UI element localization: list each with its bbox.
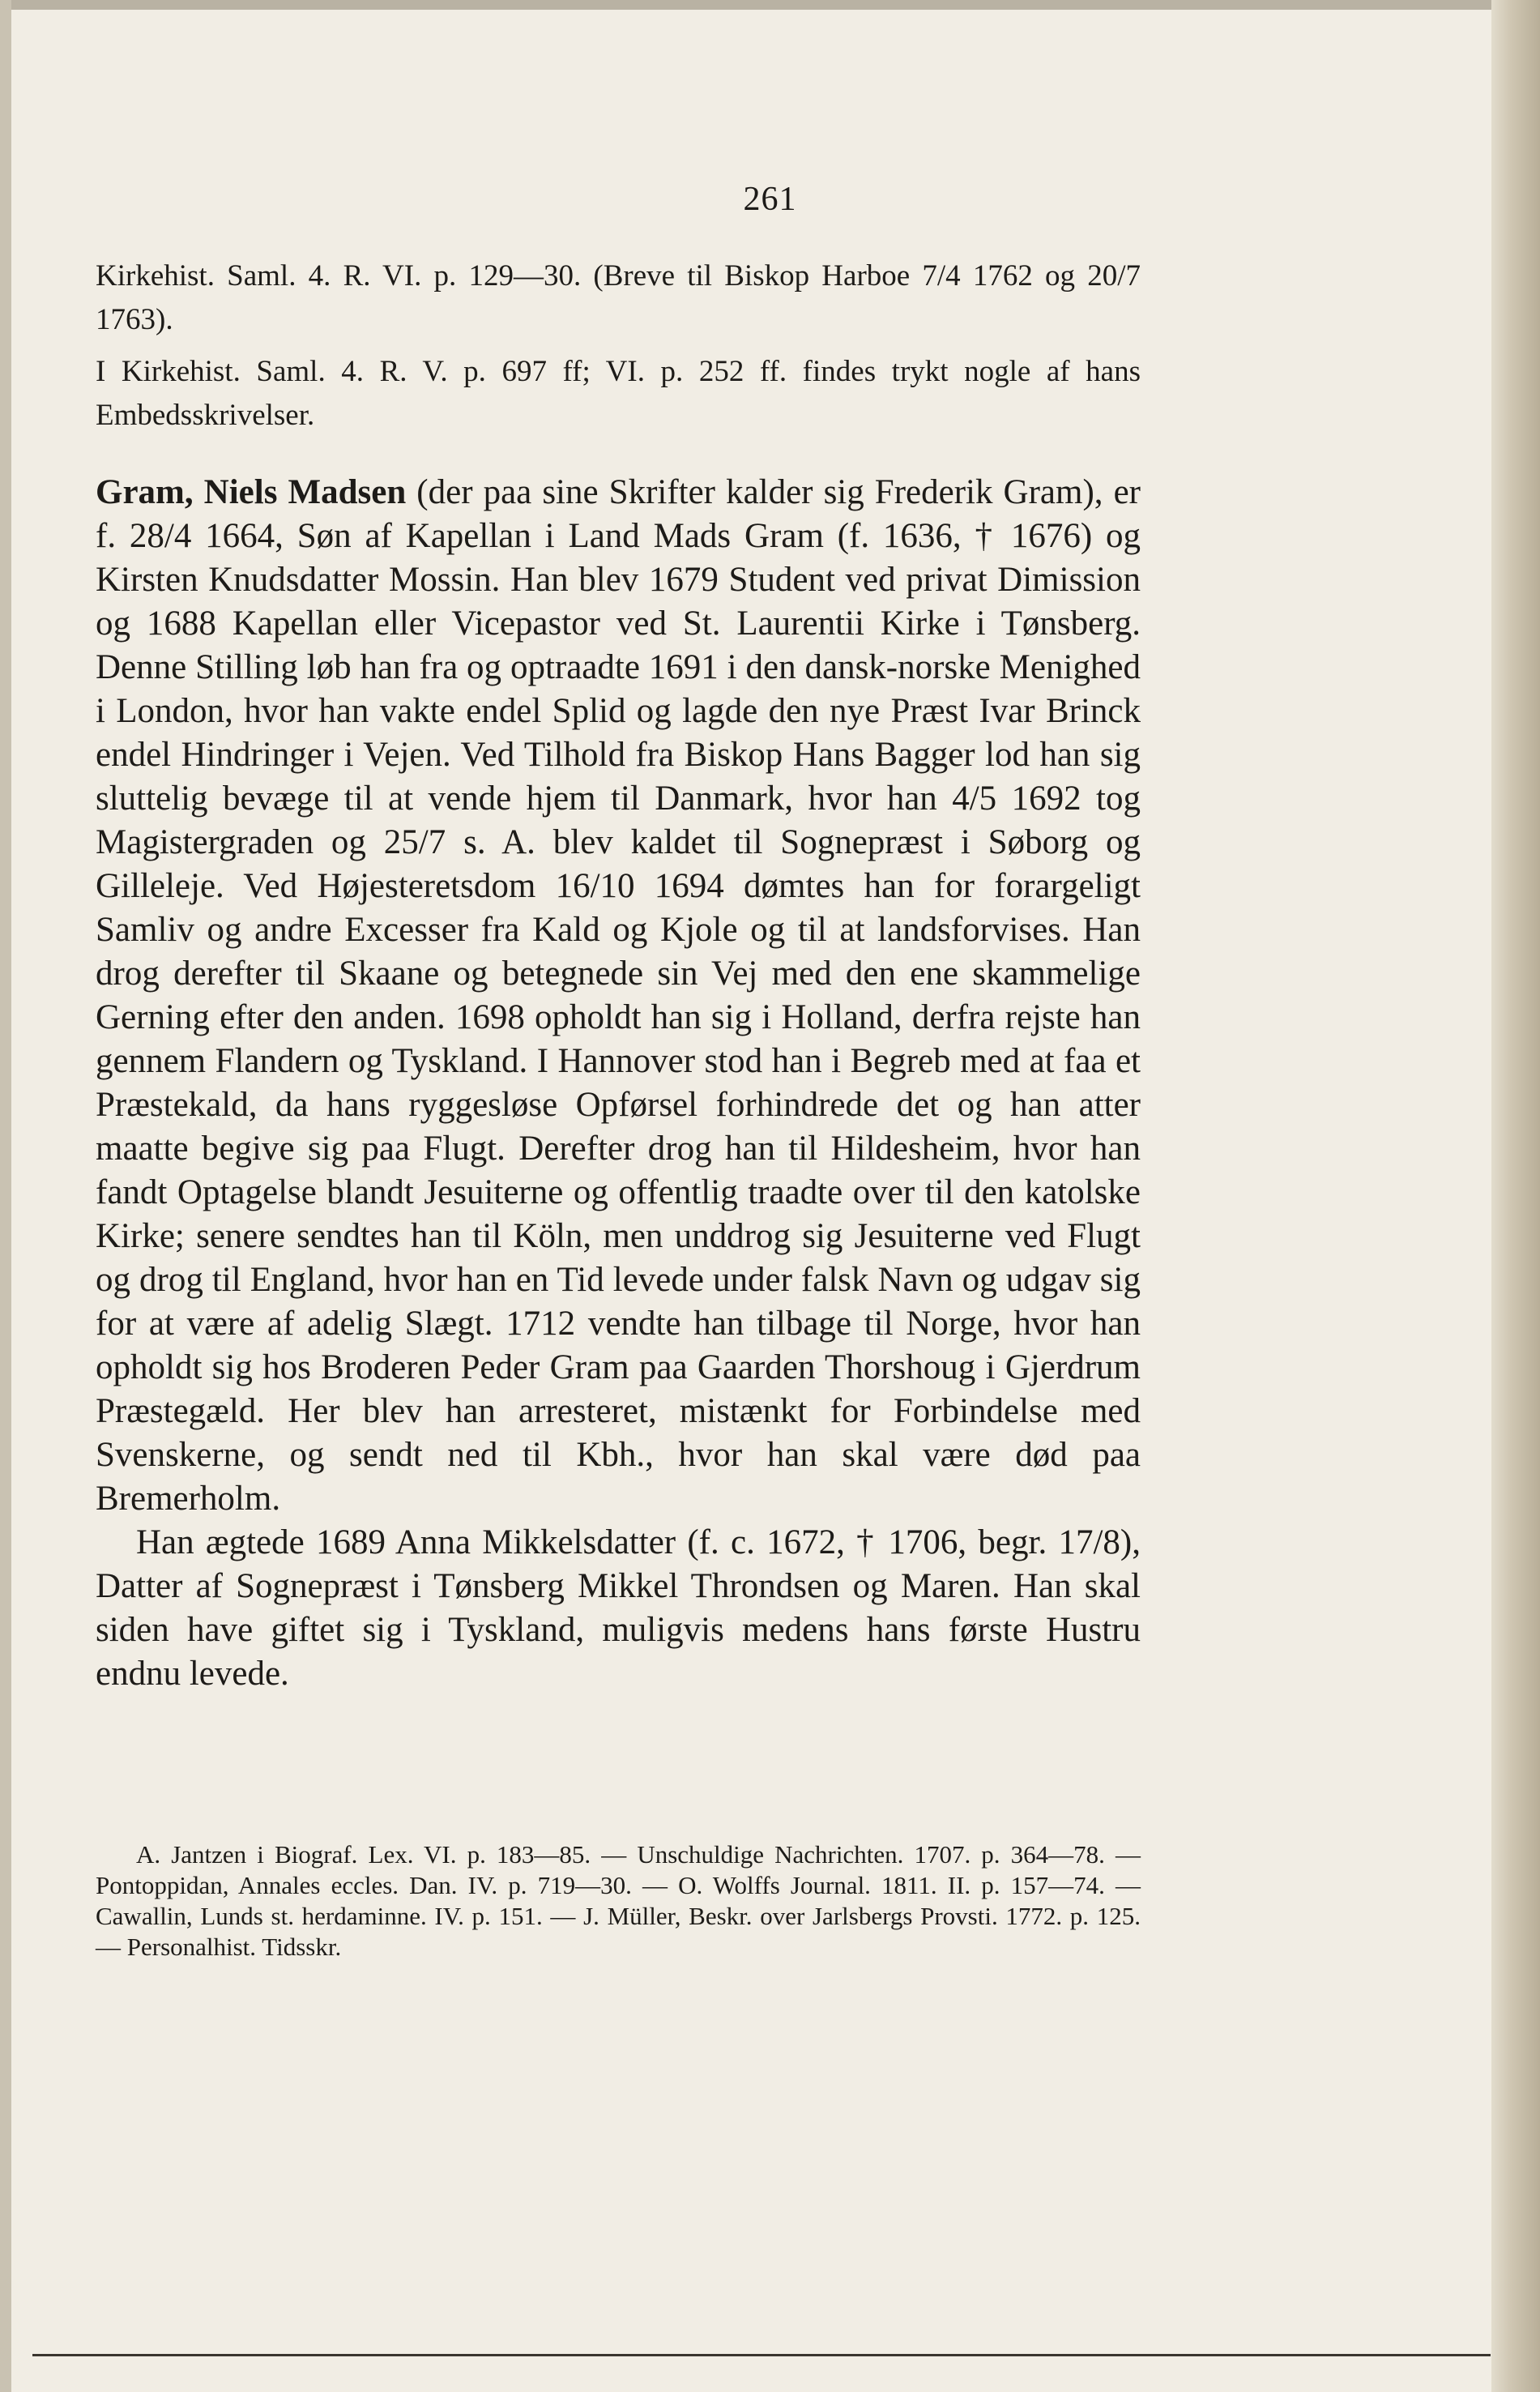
bottom-rule [32,2354,1491,2356]
page-number: 261 [743,181,797,218]
entry-paragraph-1-text: (der paa sine Skrifter kalder sig Frederik Gram), er f. 28/4 1664, Søn af Kapellan i Land Mads Gram (f. 1636, † 1676) og Kirsten Knudsdatter Mossin. Han blev 1679 Student ved privat Dimission og 1688 Kapellan eller Vicepastor ved St. Laurentii Kirke i Tønsberg. Denne Stilling løb han fra og optraadte 1691 i den dansk-norske Menighed i London, hvor han vakte endel Splid og lagde den nye Præst Ivar Brinck endel Hindringer i Vejen. Ved Tilhold fra Biskop Hans Bagger lod han sig sluttelig bevæge til at vende hjem til Danmark, hvor han 4/5 1692 tog Magistergraden og 25/7 s. A. blev kaldet til Sognepræst i Søborg og Gilleleje. Ved Højesteretsdom 16/10 1694 dømtes han for forargeligt Samliv og andre Excesser fra Kald og Kjole og til at landsforvises. Han drog derefter til Skaane og betegnede sin Vej med den ene skammelige Gerning efter den anden. 1698 opholdt han sig i Holland, derfra rejste han gennem Flandern og Tyskland. I Hannover stod han i Begreb med at faa et Præstekald, da hans ryggesløse Opførsel forhindrede det og han atter maatte begive sig paa Flugt. Derefter drog han til Hildesheim, hvor han fandt Optagelse blandt Jesuiterne og offentlig traadte over til den katolske Kirke; senere sendtes han til Köln, men unddrog sig Jesuiterne ved Flugt og drog til England, hvor han en Tid levede under falsk Navn og udgav sig for at være af adelig Slægt. 1712 vendte han tilbage til Norge, hvor han opholdt sig hos Broderen Peder Gram paa Gaarden Thorshoug i Gjerdrum Præstegæld. Her blev han arresteret, mistænkt for Forbindelse med Svenskerne, og sendt ned til Kbh., hvor han skal være død paa Bremerholm. [96,473,1141,1518]
entry-paragraph-1 [96,471,1141,1521]
references [96,1839,1141,1963]
page-edge-left [0,0,11,2392]
references-text: A. Jantzen i Biograf. Lex. VI. p. 183—85. — Unschuldige Nachrichten. 1707. p. 364—78. — Pontoppidan, Annales eccles. Dan. IV. p. 719—30. — O. Wolffs Journal. 1811. II. p. 157—74. — Cawallin, Lunds st. herdaminne. IV. p. 151. — J. Müller, Beskr. over Jarlsbergs Provsti. 1772. p. 125. — Personalhist. Tidsskr. [96,1840,1141,1961]
intro-notes [96,254,1141,438]
intro-line-1: Kirkehist. Saml. 4. R. VI. p. 129—30. (Breve til Biskop Harboe 7/4 1762 og 20/7 1763). [96,259,1141,336]
intro-line-2: I Kirkehist. Saml. 4. R. V. p. 697 ff; VI. p. 252 ff. findes trykt nogle af hans Embedsskrivelser. [96,355,1141,432]
entry-paragraph-2: Han ægtede 1689 Anna Mikkelsdatter (f. c. 1672, † 1706, begr. 17/8), Datter af Sognepræst i Tønsberg Mikkel Throndsen og Maren. Han skal siden have giftet sig i Tyskland, muligvis medens hans første Hustru endnu levede. [96,1523,1141,1693]
page-edge-right [1491,0,1540,2392]
entry-name: Gram, Niels Madsen [96,473,407,511]
biography-entry [96,471,1141,1696]
page-edge-top [0,0,1540,10]
